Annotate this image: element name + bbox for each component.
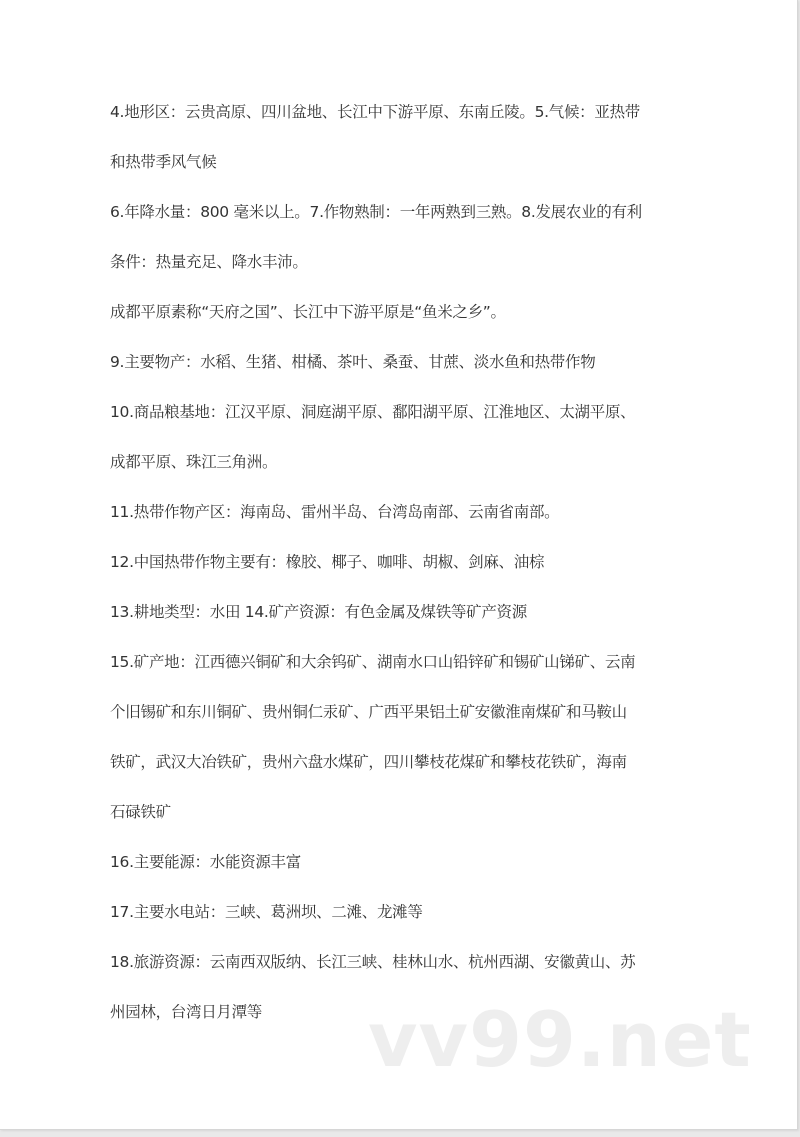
paragraph-terrain-climate <box>110 94 690 194</box>
document-body <box>110 94 690 1044</box>
paragraph-grain-bases <box>110 394 690 494</box>
paragraph-farmland-minerals <box>110 594 690 644</box>
text-line: 10.商品粮基地：江汉平原、洞庭湖平原、鄱阳湖平原、江淮地区、太湖平原、 <box>110 403 636 421</box>
text-line: 4.地形区：云贵高原、四川盆地、长江中下游平原、东南丘陵。5.气候：亚热带 <box>110 103 640 121</box>
paragraph-rainfall-crops <box>110 194 690 294</box>
text-line: 15.矿产地：江西德兴铜矿和大余钨矿、湖南水口山铅锌矿和锡矿山锑矿、云南 <box>110 653 636 671</box>
text-line: 9.主要物产：水稻、生猪、柑橘、茶叶、桑蚕、甘蔗、淡水鱼和热带作物 <box>110 353 596 371</box>
paragraph-tropical-crops <box>110 544 690 594</box>
text-line: 6.年降水量：800 毫米以上。7.作物熟制：一年两熟到三熟。8.发展农业的有利 <box>110 203 642 221</box>
text-line: 13.耕地类型：水田 14.矿产资源：有色金属及煤铁等矿产资源 <box>110 603 527 621</box>
text-line: 16.主要能源：水能资源丰富 <box>110 853 301 871</box>
text-line: 17.主要水电站：三峡、葛洲坝、二滩、龙滩等 <box>110 903 423 921</box>
text-line: 成都平原素称“天府之国”、长江中下游平原是“鱼米之乡”。 <box>110 303 506 321</box>
paragraph-tropical-regions <box>110 494 690 544</box>
text-line: 铁矿，武汉大冶铁矿，贵州六盘水煤矿，四川攀枝花煤矿和攀枝花铁矿，海南 <box>110 753 627 771</box>
watermark: vv99.net <box>368 995 752 1084</box>
paragraph-hydropower <box>110 894 690 944</box>
paragraph-main-products <box>110 344 690 394</box>
text-line: 11.热带作物产区：海南岛、雷州半岛、台湾岛南部、云南省南部。 <box>110 503 560 521</box>
paragraph-nicknames <box>110 294 690 344</box>
text-line: 12.中国热带作物主要有：橡胶、椰子、咖啡、胡椒、剑麻、油棕 <box>110 553 545 571</box>
text-line: 18.旅游资源：云南西双版纳、长江三峡、桂林山水、杭州西湖、安徽黄山、苏 <box>110 953 636 971</box>
paragraph-mining-sites <box>110 644 690 844</box>
paragraph-energy <box>110 844 690 894</box>
text-line: 个旧锡矿和东川铜矿、贵州铜仁汞矿、广西平果铝土矿安徽淮南煤矿和马鞍山 <box>110 703 627 721</box>
text-line: 条件：热量充足、降水丰沛。 <box>110 253 308 271</box>
text-line: 石碌铁矿 <box>110 803 171 821</box>
text-line: 和热带季风气候 <box>110 153 217 171</box>
text-line: 成都平原、珠江三角洲。 <box>110 453 278 471</box>
text-line: 州园林，台湾日月潭等 <box>110 1003 263 1021</box>
